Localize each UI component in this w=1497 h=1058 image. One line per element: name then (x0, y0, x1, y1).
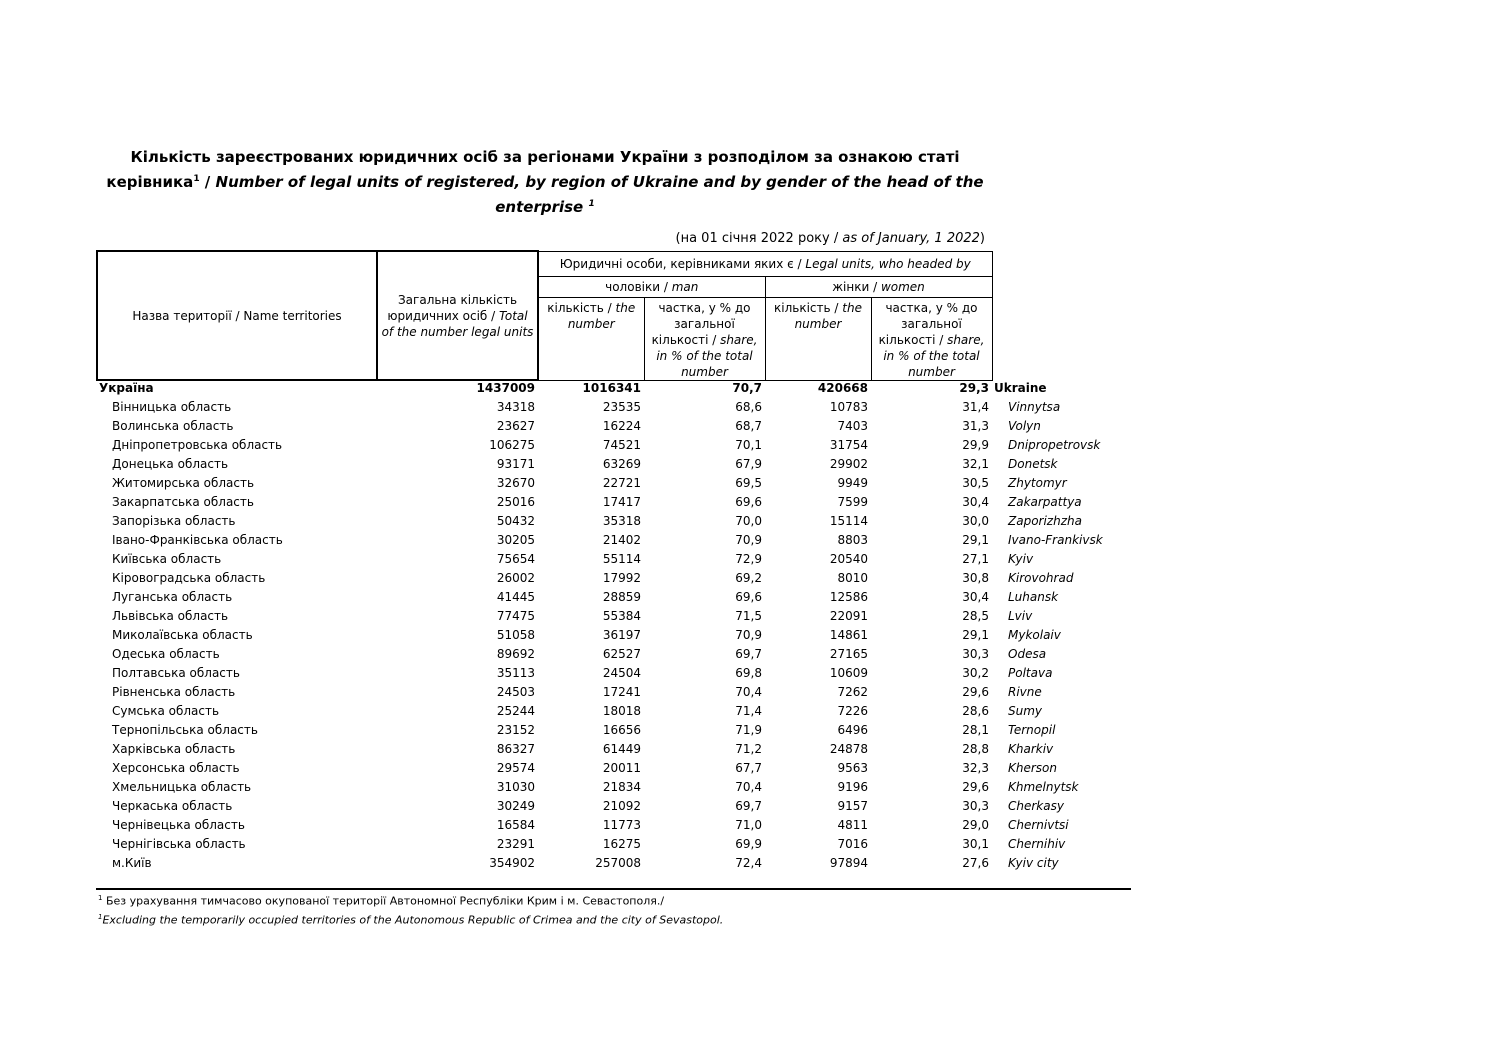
cell-name-en: Kherson (1008, 761, 1057, 775)
cell-name: Хмельницька область (112, 780, 252, 794)
cell-men: 61449 (602, 742, 641, 756)
cell-women: 4811 (837, 818, 868, 832)
cell-name-en: Sumy (1008, 704, 1043, 718)
table-row (96, 816, 1131, 835)
header-share-en: share, in % of the total number (883, 332, 985, 379)
cell-men: 16224 (602, 419, 641, 433)
cell-women-share: 29,0 (962, 818, 989, 832)
cell-name-en: Lviv (1008, 609, 1033, 623)
header-count-en: the number (794, 300, 862, 331)
cell-women-share: 29,1 (962, 533, 989, 547)
cell-men-share: 70,9 (735, 628, 762, 642)
header-share-en: share, in % of the total number (656, 332, 758, 379)
cell-women-share: 32,1 (962, 457, 989, 471)
cell-men: 55114 (602, 552, 641, 566)
header-total-legal-units (377, 251, 538, 380)
cell-women: 9949 (837, 476, 868, 490)
cell-total: 30249 (496, 799, 535, 813)
cell-women-share: 28,5 (962, 609, 989, 623)
table-row (96, 759, 1131, 778)
cell-women: 9196 (837, 780, 868, 794)
table-row-total (96, 379, 1131, 398)
cell-name-en: Poltava (1008, 666, 1053, 680)
cell-total: 93171 (496, 457, 535, 471)
cell-total: 23627 (496, 419, 535, 433)
table-row (96, 474, 1131, 493)
table-row (96, 664, 1131, 683)
cell-name-en: Ternopil (1008, 723, 1056, 737)
cell-women: 14861 (829, 628, 868, 642)
cell-name-en: Kharkiv (1008, 742, 1054, 756)
cell-men-share: 68,6 (735, 400, 762, 414)
cell-women: 7403 (837, 419, 868, 433)
cell-name: Черкаська область (112, 799, 233, 813)
cell-name: Миколаївська область (112, 628, 253, 642)
footnote-mark: 1 (98, 913, 103, 921)
cell-name-en: Chernihiv (1008, 837, 1066, 851)
header-women-en: women (880, 279, 925, 294)
cell-men: 17992 (602, 571, 641, 585)
cell-women: 29902 (829, 457, 868, 471)
table-row (96, 531, 1131, 550)
cell-total: 32670 (496, 476, 535, 490)
cell-women-share: 29,6 (962, 780, 989, 794)
cell-name: Житомирська область (112, 476, 255, 490)
header-legal-units-en: Legal units, who headed by (805, 256, 971, 271)
table-row (96, 512, 1131, 531)
cell-women-share: 28,8 (962, 742, 989, 756)
cell-men: 20011 (602, 761, 641, 775)
table-row (96, 588, 1131, 607)
cell-total: 25016 (496, 495, 535, 509)
cell-men: 23535 (602, 400, 641, 414)
cell-total: 24503 (496, 685, 535, 699)
cell-name: Донецька область (112, 457, 229, 471)
cell-total: 30205 (496, 533, 535, 547)
cell-men: 21402 (602, 533, 641, 547)
cell-name: Закарпатська область (112, 495, 254, 509)
cell-total: 89692 (496, 647, 535, 661)
table-row (96, 398, 1131, 417)
cell-men: 63269 (602, 457, 641, 471)
cell-women: 8803 (837, 533, 868, 547)
document-title (100, 146, 990, 218)
cell-men-share: 72,4 (735, 856, 762, 870)
cell-name-en: Kirovohrad (1008, 571, 1074, 585)
cell-men: 257008 (595, 856, 641, 870)
cell-name: Кіровоградська область (112, 571, 266, 585)
cell-name-en: Zaporizhzha (1008, 514, 1082, 528)
cell-name: Тернопільська область (112, 723, 258, 737)
cell-women-share: 30,0 (962, 514, 989, 528)
cell-women: 10783 (829, 400, 868, 414)
cell-men: 17417 (602, 495, 641, 509)
cell-men-share: 69,2 (735, 571, 762, 585)
cell-name: Полтавська область (112, 666, 240, 680)
cell-women: 31754 (829, 438, 868, 452)
cell-name-en: Rivne (1008, 685, 1042, 699)
header-share-ua: частка, у % до загальної кількості / (651, 300, 751, 347)
cell-name: Дніпропетровська область (112, 438, 283, 452)
cell-name-en: Cherkasy (1008, 799, 1064, 813)
cell-name: Івано-Франківська область (112, 533, 283, 547)
cell-men: 16275 (602, 837, 641, 851)
header-count-en: the number (567, 300, 636, 331)
cell-women-share: 27,6 (962, 856, 989, 870)
cell-name-en: Chernivtsi (1008, 818, 1069, 832)
cell-name-en: Khmelnytsk (1008, 780, 1079, 794)
cell-name-en: Mykolaiv (1008, 628, 1061, 642)
table-row (96, 854, 1131, 873)
cell-name: Чернігівська область (112, 837, 246, 851)
cell-name: м.Київ (112, 856, 152, 870)
cell-women-share: 27,1 (962, 552, 989, 566)
title-footnote-mark-en: 1 (588, 199, 595, 209)
cell-name-en: Volyn (1008, 419, 1041, 433)
cell-women: 7016 (837, 837, 868, 851)
cell-total: 50432 (496, 514, 535, 528)
cell-name: Київська область (112, 552, 222, 566)
cell-total: 41445 (496, 590, 535, 604)
cell-men: 55384 (602, 609, 641, 623)
cell-men-share: 71,2 (735, 742, 762, 756)
cell-women: 20540 (829, 552, 868, 566)
cell-name-en: Vinnytsa (1008, 400, 1061, 414)
table-row (96, 740, 1131, 759)
cell-women: 9157 (837, 799, 868, 813)
data-table (96, 379, 1131, 873)
cell-women-share: 30,3 (962, 647, 989, 661)
cell-name: Запорізька область (112, 514, 236, 528)
cell-men-share: 70,1 (735, 438, 762, 452)
header-men-ua: чоловіки / (605, 279, 672, 294)
cell-name: Сумська область (112, 704, 220, 718)
cell-women-share: 30,3 (962, 799, 989, 813)
table-row (96, 645, 1131, 664)
cell-women-share: 30,4 (962, 590, 989, 604)
cell-total: 106275 (489, 438, 535, 452)
cell-total: 34318 (496, 400, 535, 414)
cell-name: Волинська область (112, 419, 234, 433)
cell-women-share: 28,6 (962, 704, 989, 718)
cell-women: 22091 (829, 609, 868, 623)
cell-name-en: Zakarpattya (1008, 495, 1082, 509)
cell-women-share: 30,2 (962, 666, 989, 680)
cell-name: Луганська область (112, 590, 233, 604)
table-row (96, 778, 1131, 797)
cell-women-share: 30,1 (962, 837, 989, 851)
header-women-ua: жінки / (832, 279, 881, 294)
cell-women-share: 29,1 (962, 628, 989, 642)
header-women-count (765, 297, 871, 380)
cell-total: 29574 (496, 761, 535, 775)
cell-men-share: 67,9 (735, 457, 762, 471)
table-row (96, 721, 1131, 740)
cell-name: Україна (99, 381, 154, 395)
cell-women-share: 30,8 (962, 571, 989, 585)
header-women (765, 276, 992, 297)
cell-women-share: 29,6 (962, 685, 989, 699)
header-total-ua: Загальна кількість юридичних осіб / (387, 292, 518, 323)
header-name-territories: Назва території / Name territories (97, 251, 377, 380)
cell-men: 21092 (602, 799, 641, 813)
cell-men: 24504 (602, 666, 641, 680)
footnote-en (98, 913, 723, 927)
cell-women: 27165 (829, 647, 868, 661)
cell-men-share: 72,9 (735, 552, 762, 566)
cell-women-share: 29,3 (959, 381, 989, 395)
cell-name-en: Kyiv city (1008, 856, 1059, 870)
cell-name-en: Dnipropetrovsk (1008, 438, 1101, 452)
cell-men: 11773 (602, 818, 641, 832)
cell-men-share: 70,9 (735, 533, 762, 547)
cell-total: 1437009 (476, 381, 535, 395)
cell-women-share: 29,9 (962, 438, 989, 452)
header-legal-units-headed-by (538, 251, 992, 276)
cell-name: Одеська область (112, 647, 220, 661)
cell-women: 7226 (837, 704, 868, 718)
cell-men: 18018 (602, 704, 641, 718)
cell-total: 77475 (496, 609, 535, 623)
cell-men: 35318 (602, 514, 641, 528)
title-separator: / (199, 173, 216, 191)
footnote-mark: 1 (98, 894, 103, 902)
cell-women: 9563 (837, 761, 868, 775)
cell-name-en: Odesa (1008, 647, 1047, 661)
footnote-en-text: Excluding the temporarily occupied territories of the Autonomous Republic of Crimea and the city of Sevastopol. (102, 913, 724, 927)
cell-men: 1016341 (582, 381, 641, 395)
cell-name: Харківська область (112, 742, 236, 756)
header-count-ua: кількість / (774, 300, 843, 315)
cell-men: 21834 (602, 780, 641, 794)
cell-women-share: 30,4 (962, 495, 989, 509)
cell-total: 16584 (496, 818, 535, 832)
cell-women: 24878 (829, 742, 868, 756)
cell-name-en: Ukraine (994, 381, 1047, 395)
header-men (538, 276, 765, 297)
cell-women: 420668 (817, 381, 868, 395)
table-row (96, 550, 1131, 569)
cell-women: 10609 (829, 666, 868, 680)
cell-men-share: 69,6 (735, 495, 762, 509)
cell-total: 23291 (496, 837, 535, 851)
cell-women: 15114 (829, 514, 868, 528)
cell-men-share: 69,7 (735, 799, 762, 813)
cell-name-en: Luhansk (1008, 590, 1059, 604)
cell-total: 31030 (496, 780, 535, 794)
cell-men: 22721 (602, 476, 641, 490)
cell-men-share: 70,7 (732, 381, 762, 395)
cell-name: Херсонська область (112, 761, 240, 775)
header-women-share (871, 297, 992, 380)
header-total-en: Total of the number legal units (381, 308, 534, 339)
cell-men-share: 67,7 (735, 761, 762, 775)
title-en: Number of legal units of registered, by region of Ukraine and by gender of the head of the enterprise (215, 173, 984, 216)
cell-name: Вінницька область (112, 400, 232, 414)
header-men-share (644, 297, 765, 380)
table-row (96, 702, 1131, 721)
cell-men-share: 70,0 (735, 514, 762, 528)
cell-men-share: 69,6 (735, 590, 762, 604)
header-count-ua: кількість / (547, 300, 616, 315)
cell-women: 6496 (837, 723, 868, 737)
cell-name: Львівська область (112, 609, 229, 623)
cell-total: 86327 (496, 742, 535, 756)
cell-men-share: 69,5 (735, 476, 762, 490)
cell-men: 74521 (602, 438, 641, 452)
cell-men: 17241 (602, 685, 641, 699)
table-row (96, 835, 1131, 854)
cell-men-share: 69,9 (735, 837, 762, 851)
title-ua: Кількість зареєстрованих юридичних осіб за регіонами України з розподілом за ознакою статі керівника (106, 148, 960, 191)
table-row (96, 607, 1131, 626)
cell-women-share: 31,3 (962, 419, 989, 433)
cell-men-share: 69,7 (735, 647, 762, 661)
cell-women-share: 30,5 (962, 476, 989, 490)
cell-men-share: 69,8 (735, 666, 762, 680)
cell-men-share: 70,4 (735, 780, 762, 794)
as-of-close: ) (979, 231, 985, 246)
cell-men-share: 68,7 (735, 419, 762, 433)
table-row (96, 569, 1131, 588)
cell-name-en: Donetsk (1008, 457, 1058, 471)
cell-total: 354902 (489, 856, 535, 870)
cell-women: 7262 (837, 685, 868, 699)
cell-women: 12586 (829, 590, 868, 604)
cell-men: 16656 (602, 723, 641, 737)
cell-total: 35113 (496, 666, 535, 680)
cell-name: Чернівецька область (112, 818, 245, 832)
header-men-count (538, 297, 644, 380)
cell-name-en: Ivano-Frankivsk (1008, 533, 1103, 547)
cell-total: 51058 (496, 628, 535, 642)
cell-men-share: 71,4 (735, 704, 762, 718)
cell-name-en: Zhytomyr (1008, 476, 1067, 490)
table-row (96, 436, 1131, 455)
cell-women-share: 31,4 (962, 400, 989, 414)
cell-women-share: 32,3 (962, 761, 989, 775)
cell-men-share: 71,9 (735, 723, 762, 737)
as-of-ua: (на 01 січня 2022 року / (675, 231, 843, 246)
cell-total: 75654 (496, 552, 535, 566)
cell-men-share: 70,4 (735, 685, 762, 699)
table-row (96, 797, 1131, 816)
cell-women: 7599 (837, 495, 868, 509)
cell-total: 23152 (496, 723, 535, 737)
cell-women: 8010 (837, 571, 868, 585)
header-men-en: man (671, 279, 699, 294)
footnote-ua (98, 894, 664, 908)
table-row (96, 683, 1131, 702)
cell-name: Рівненська область (112, 685, 236, 699)
table-row (96, 455, 1131, 474)
as-of-date (640, 231, 985, 246)
table-header (96, 250, 993, 381)
header-legal-units-ua: Юридичні особи, керівниками яких є / (559, 256, 806, 271)
cell-name-en: Kyiv (1008, 552, 1034, 566)
cell-men-share: 71,0 (735, 818, 762, 832)
as-of-en: as of January, 1 2022 (842, 231, 980, 246)
cell-women: 97894 (829, 856, 868, 870)
cell-men: 62527 (602, 647, 641, 661)
cell-total: 25244 (496, 704, 535, 718)
table-row (96, 417, 1131, 436)
footnote-ua-text: Без урахування тимчасово окупованої території Автономної Республіки Крим і м. Севастополя./ (102, 894, 665, 908)
cell-men: 28859 (602, 590, 641, 604)
footnote-divider (96, 888, 1131, 890)
header-share-ua: частка, у % до загальної кількості / (878, 300, 978, 347)
table-row (96, 493, 1131, 512)
title-footnote-mark: 1 (193, 174, 200, 184)
cell-total: 26002 (496, 571, 535, 585)
table-row (96, 626, 1131, 645)
cell-men-share: 71,5 (735, 609, 762, 623)
cell-women-share: 28,1 (962, 723, 989, 737)
cell-men: 36197 (602, 628, 641, 642)
